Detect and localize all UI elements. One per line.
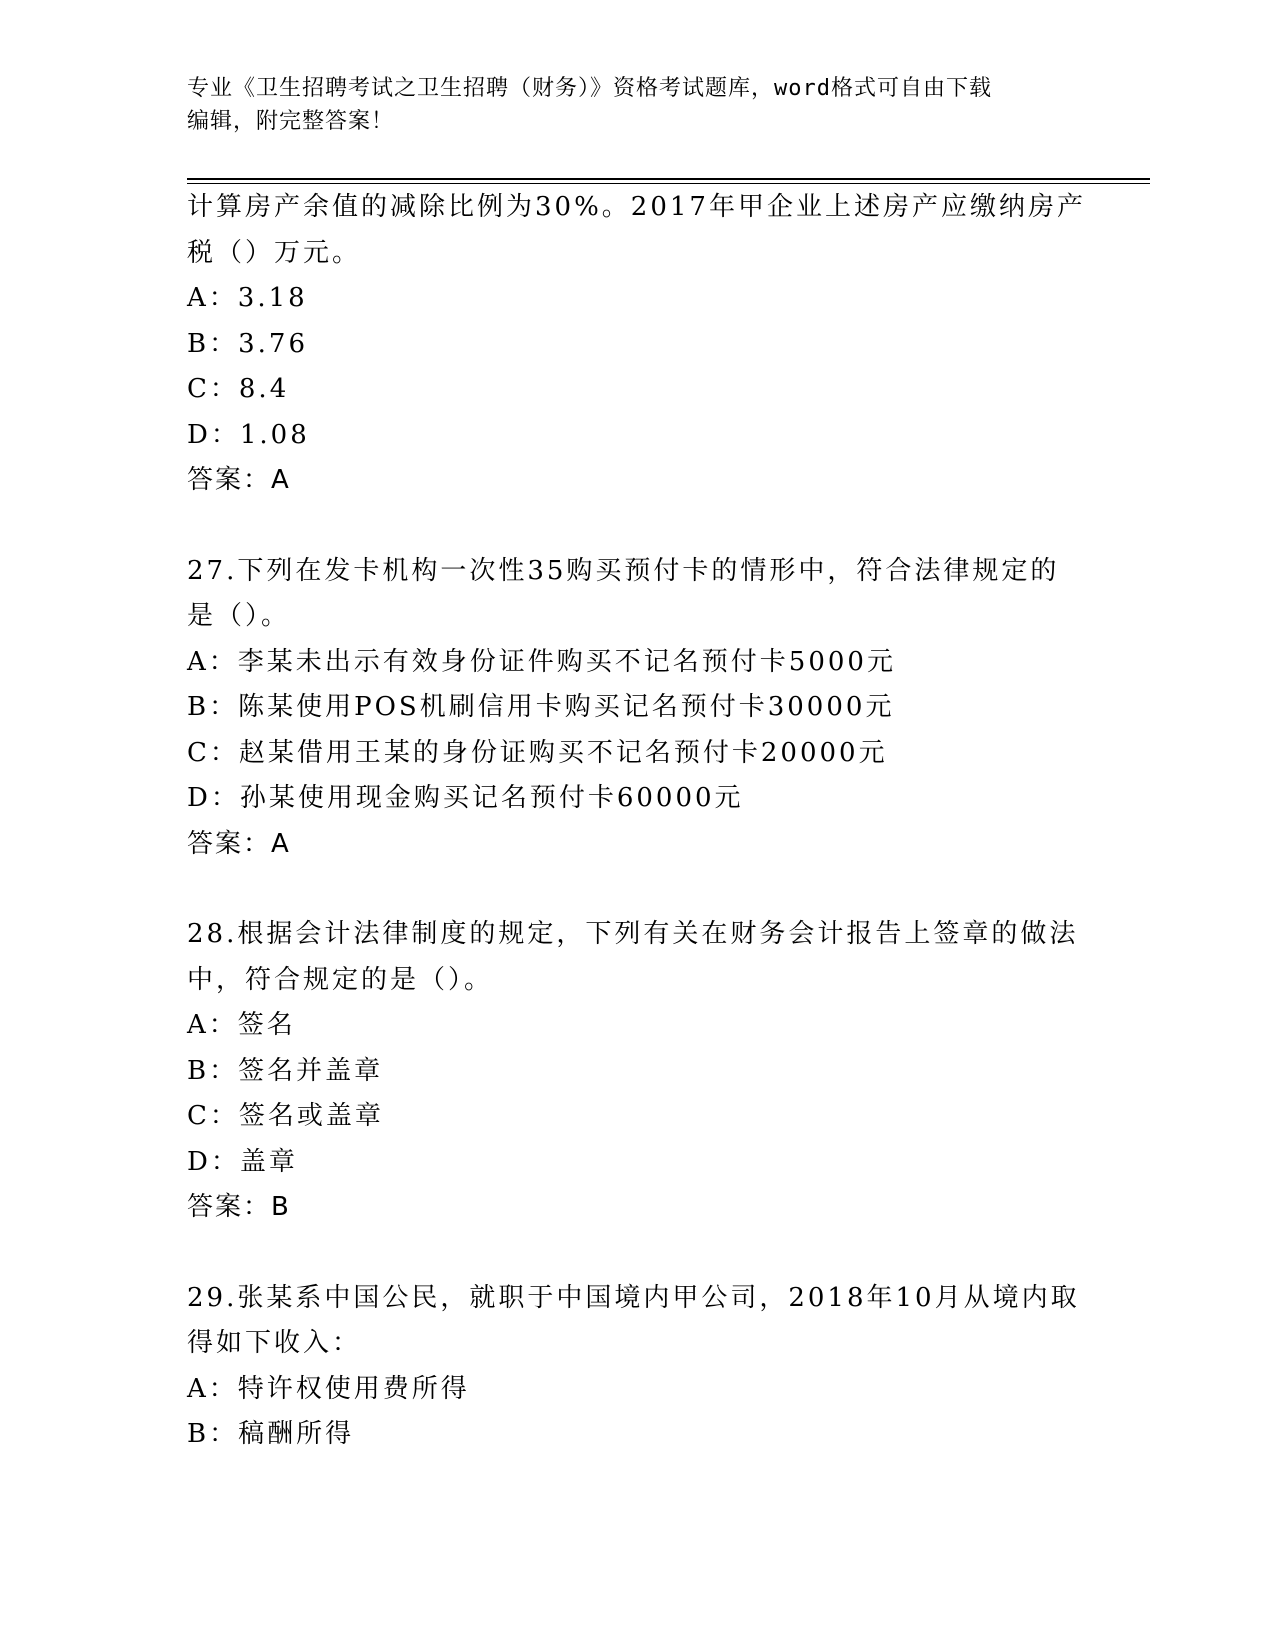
question-28 bbox=[187, 912, 1087, 1231]
answer-line: 答案：A bbox=[187, 828, 291, 859]
question-list bbox=[187, 185, 1087, 1458]
option-d: D：孙某使用现金购买记名预付卡60000元 bbox=[187, 783, 744, 813]
question-29 bbox=[187, 1276, 1087, 1458]
answer-line: 答案：A bbox=[187, 465, 291, 495]
header-line-1: 专业《卫生招聘考试之卫生招聘（财务）》资格考试题库，word格式可自由下载 bbox=[187, 76, 992, 101]
question-stem-line: 是（）。 bbox=[187, 601, 291, 631]
option-b: B：稿酬所得 bbox=[187, 1419, 355, 1449]
question-27 bbox=[187, 549, 1087, 868]
answer-line: 答案：B bbox=[187, 1192, 291, 1222]
document-header bbox=[187, 72, 1067, 138]
option-a: A：特许权使用费所得 bbox=[187, 1373, 470, 1404]
question-stem-line: 28.根据会计法律制度的规定，下列有关在财务会计报告上签章的做法 bbox=[187, 919, 1079, 949]
question-stem-line: 29.张某系中国公民，就职于中国境内甲公司，2018年10月从境内取 bbox=[187, 1282, 1080, 1313]
option-d: D：1.08 bbox=[187, 419, 310, 450]
option-a: A：3.18 bbox=[187, 283, 308, 313]
option-b: B：3.76 bbox=[187, 328, 308, 359]
question-stem-line: 计算房产余值的减除比例为30%。2017年甲企业上述房产应缴纳房产 bbox=[187, 192, 1086, 222]
option-c: C：签名或盖章 bbox=[187, 1101, 384, 1131]
option-b: B：陈某使用POS机刷信用卡购买记名预付卡30000元 bbox=[187, 692, 895, 722]
option-b: B：签名并盖章 bbox=[187, 1055, 384, 1086]
question-stem-line: 中，符合规定的是（）。 bbox=[187, 964, 494, 995]
header-divider-thick bbox=[187, 178, 1150, 180]
question-continuation bbox=[187, 185, 1087, 504]
option-a: A：签名 bbox=[187, 1010, 296, 1040]
option-d: D：盖章 bbox=[187, 1146, 298, 1177]
option-a: A：李某未出示有效身份证件购买不记名预付卡5000元 bbox=[187, 646, 896, 677]
option-c: C：8.4 bbox=[187, 374, 290, 404]
option-c: C：赵某借用王某的身份证购买不记名预付卡20000元 bbox=[187, 737, 888, 768]
header-line-2: 编辑，附完整答案！ bbox=[187, 109, 395, 134]
question-stem-line: 税（）万元。 bbox=[187, 237, 362, 268]
question-stem-line: 27.下列在发卡机构一次性35购买预付卡的情形中，符合法律规定的 bbox=[187, 555, 1060, 586]
question-stem-line: 得如下收入： bbox=[187, 1328, 362, 1358]
header-divider-thin bbox=[187, 183, 1150, 184]
